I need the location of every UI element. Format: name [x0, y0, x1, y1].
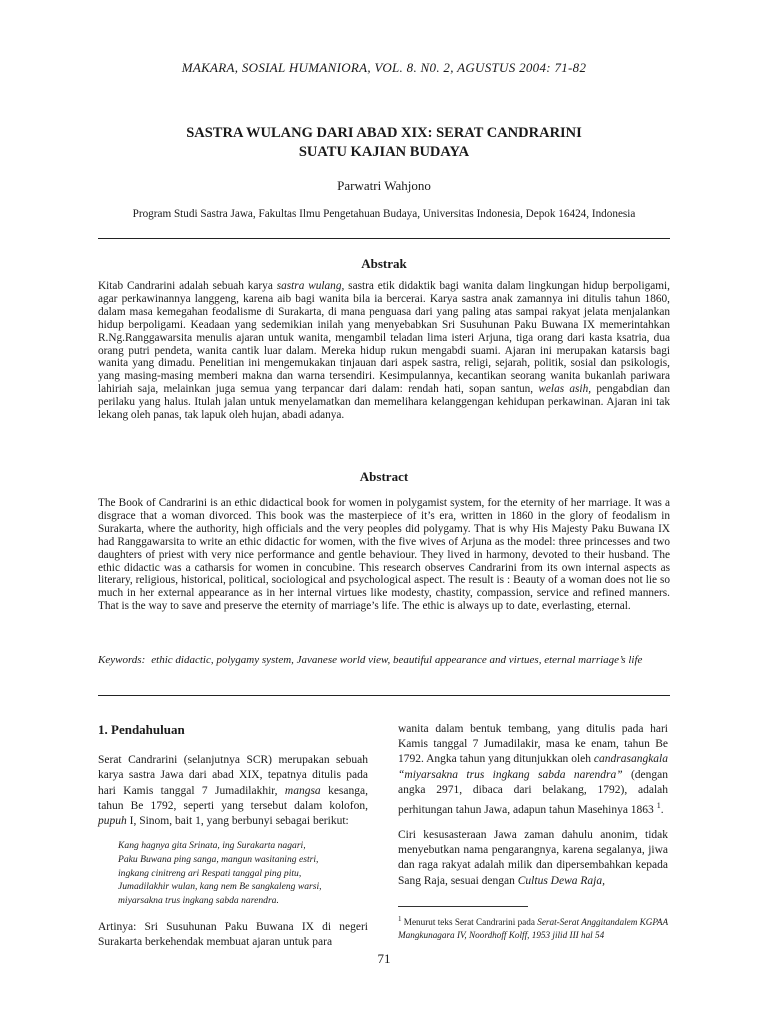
- paragraph-text: (dengan angka 2971, dibaca dari belakang, 1792), adalah perhitungan tahun Jawa, adapun tahun Masehinya 1863: [398, 768, 669, 816]
- verse-line: Paku Buwana ping sanga, mangun wasitaning estri,: [118, 853, 319, 865]
- intro-paragraph: [98, 753, 368, 829]
- paragraph-text: wanita dalam bentuk tembang, yang ditulis pada hari Kamis tanggal 7 Jumadilakir, masa ke enam, tahun Be 1792. Angka tahun yang ditunjukkan oleh: [398, 723, 668, 766]
- author-affiliation: Program Studi Sastra Jawa, Fakultas Ilmu Pengetahuan Budaya, Universitas Indonesia, Depok 16424, Indonesia: [132, 208, 636, 220]
- verse-line: ingkang cinitreng ari Respati tanggal ping pitu,: [118, 867, 302, 879]
- section-heading-pendahuluan: 1. Pendahuluan: [98, 722, 185, 737]
- top-divider: [98, 238, 670, 239]
- title-line-2: SUATU KAJIAN BUDAYA: [298, 144, 470, 160]
- paragraph-term: candrasangkala “miyarsakna trus ingkang sabda narendra”: [398, 753, 668, 781]
- keywords: [98, 654, 670, 667]
- abstrak-heading: Abstrak: [361, 256, 407, 271]
- paragraph-term: Cultus Dewa Raja,: [517, 874, 605, 887]
- anonymity-paragraph: [398, 828, 668, 889]
- article-title: [0, 124, 768, 162]
- paragraph-text: I, Sinom, bait 1, yang berbunyi sebagai berikut:: [126, 815, 349, 828]
- verse-line: Kang hagnya gita Srinata, ing Surakarta nagari,: [118, 840, 306, 852]
- paragraph-text: .: [660, 803, 664, 816]
- paragraph-text: kesanga, tahun Be 1792, seperti yang tersebut dalam kolofon,: [98, 784, 368, 812]
- verse-line: Jumadilakhir wulan, kang nem Be sangkaleng warsi,: [118, 881, 322, 893]
- left-column: [98, 722, 368, 960]
- verse-quote: [118, 839, 368, 908]
- paragraph-text: Ciri kesusasteraan Jawa zaman dahulu anonim, tidak menyebutkan nama pengarangnya, karena segalanya, jiwa dan raga rakyat adalah milik dan dipersembahkan kepada Sang Raja, sesuai dengan: [398, 829, 668, 887]
- paragraph-term: pupuh: [98, 815, 127, 828]
- keywords-label: Keywords:: [98, 654, 146, 666]
- translation-paragraph: Artinya: Sri Susuhunan Paku Buwana IX di negeri Surakarta berkehendak membuat ajaran untuk para: [98, 920, 368, 948]
- page-number: 71: [377, 951, 391, 966]
- paragraph-text: Serat Candrarini (selanjutnya SCR) merupakan sebuah karya sastra Jawa dari abad XIX, tepatnya ditulis pada hari Kamis tanggal 7 Jumadilakhir,: [98, 754, 368, 797]
- abstrak-term: welas asih,: [538, 383, 592, 396]
- abstrak-body: [98, 280, 670, 422]
- bottom-divider: [98, 695, 670, 696]
- footnote-text: Menurut teks Serat Candrarini pada: [401, 917, 538, 928]
- title-line-1: SASTRA WULANG DARI ABAD XIX: SERAT CANDRARINI: [186, 125, 582, 141]
- abstrak-term: sastra wulang,: [276, 280, 345, 292]
- abstrak-text: sastra etik didaktik bagi wanita dalam lingkungan hidup berpoligami, agar perkawinannya langgeng, karena aib bagi wanita bila ia bercerai. Karya sastra anak zamannya ini ditulis tahun 1860, dalam masa kemegahan feodalisme di Surakarta, di mana penguasa dari yang paling atas sampai rakyat jelata menjalankan hidup berpoligami. Keadaan yang sedemikian inilah yang menyebabkan Sri Susuhunan Paku Buwana IX memerintahkan R.Ng.Ranggawarsita menulis ajaran untuk wanita, mengambil teladan lima isteri Arjuna, tiga orang dari kasta ksatria, dua orang putri pendeta, wanita cantik luar dalam. Mereka hidup rukun mengabdi suami. Ajaran ini merupakan katarsis bagi wanita yang dimadu. Penelitian ini mengemukakan tinjauan dari aspek sastra, religi, sejarah, politik, sosial dan psikologis, yang masing-masing memberi makna dan warna tersendiri. Kesimpulannya, kecantikan seorang wanita bukanlah pariwara lahiriah saja, melainkan juga semua yang terpancar dari dalam: rendah hati, sopan santun,: [98, 280, 670, 396]
- footnote-mark: 1: [398, 915, 402, 923]
- abstrak-text: Kitab Candrarini adalah sebuah karya: [98, 280, 277, 292]
- keywords-text: ethic didactic, polygamy system, Javanese world view, beautiful appearance and virtues, eternal marriage’s life: [151, 654, 643, 666]
- footnote: [398, 913, 668, 941]
- abstrak-text: pengabdian dan perilaku yang halus. Itulah jalan untuk menyelamatkan dan memelihara kelanggengan kehidupan perkawinan. Ajaran ini tak lekang oleh panas, tak lapuk oleh hujan, abadi adanya.: [98, 383, 670, 422]
- footnote-source: Serat-Serat Anggitandalem KGPAA Mangkunagara IV, Noordhoff Kolff, 1953 jilid III hal 54: [398, 917, 668, 940]
- journal-header: MAKARA, SOSIAL HUMANIORA, VOL. 8. N0. 2, AGUSTUS 2004: 71-82: [181, 60, 587, 75]
- footnote-ref[interactable]: 1: [656, 801, 661, 811]
- paragraph-term: mangsa: [284, 784, 321, 797]
- verse-line: miyarsakna trus ingkang sabda narendra.: [118, 895, 279, 907]
- abstract-heading: Abstract: [359, 469, 409, 484]
- right-column: [398, 722, 668, 899]
- date-paragraph: [398, 722, 668, 818]
- abstract-body: The Book of Candrarini is an ethic didactical book for women in polygamist system, for the eternity of her marriage. It was a disgrace that a woman divorced. This book was the masterpiece of it’s era, written in 1860 in the glory of feodalism in Surakarta, where the authority, high officials and the very peoples did polygamy. That is why His Majesty Paku Buwana IX had Ranggawarsita to write an ethic didactic for women, with the five wives of Arjuna as the model: three princesses and two daughters of priest with very nice performance and gentle behaviour. They lived in harmony, devoted to their husband. The ethic didactic was a catharsis for women in concubine. This research observes Candrarini from its own internal aspects as literary, religious, historical, political, sociological and psychological aspect. The result is : Beauty of a woman does not lie so much in her external appearance as in her internal virtues like modesty, chastity, compassion, service and refined manners. That is the way to save and preserve the eternity of marriage’s life. The ethic is always up to date, everlasting, eternal.: [98, 497, 670, 613]
- author-name: Parwatri Wahjono: [337, 178, 431, 193]
- footnote-divider: [398, 906, 528, 907]
